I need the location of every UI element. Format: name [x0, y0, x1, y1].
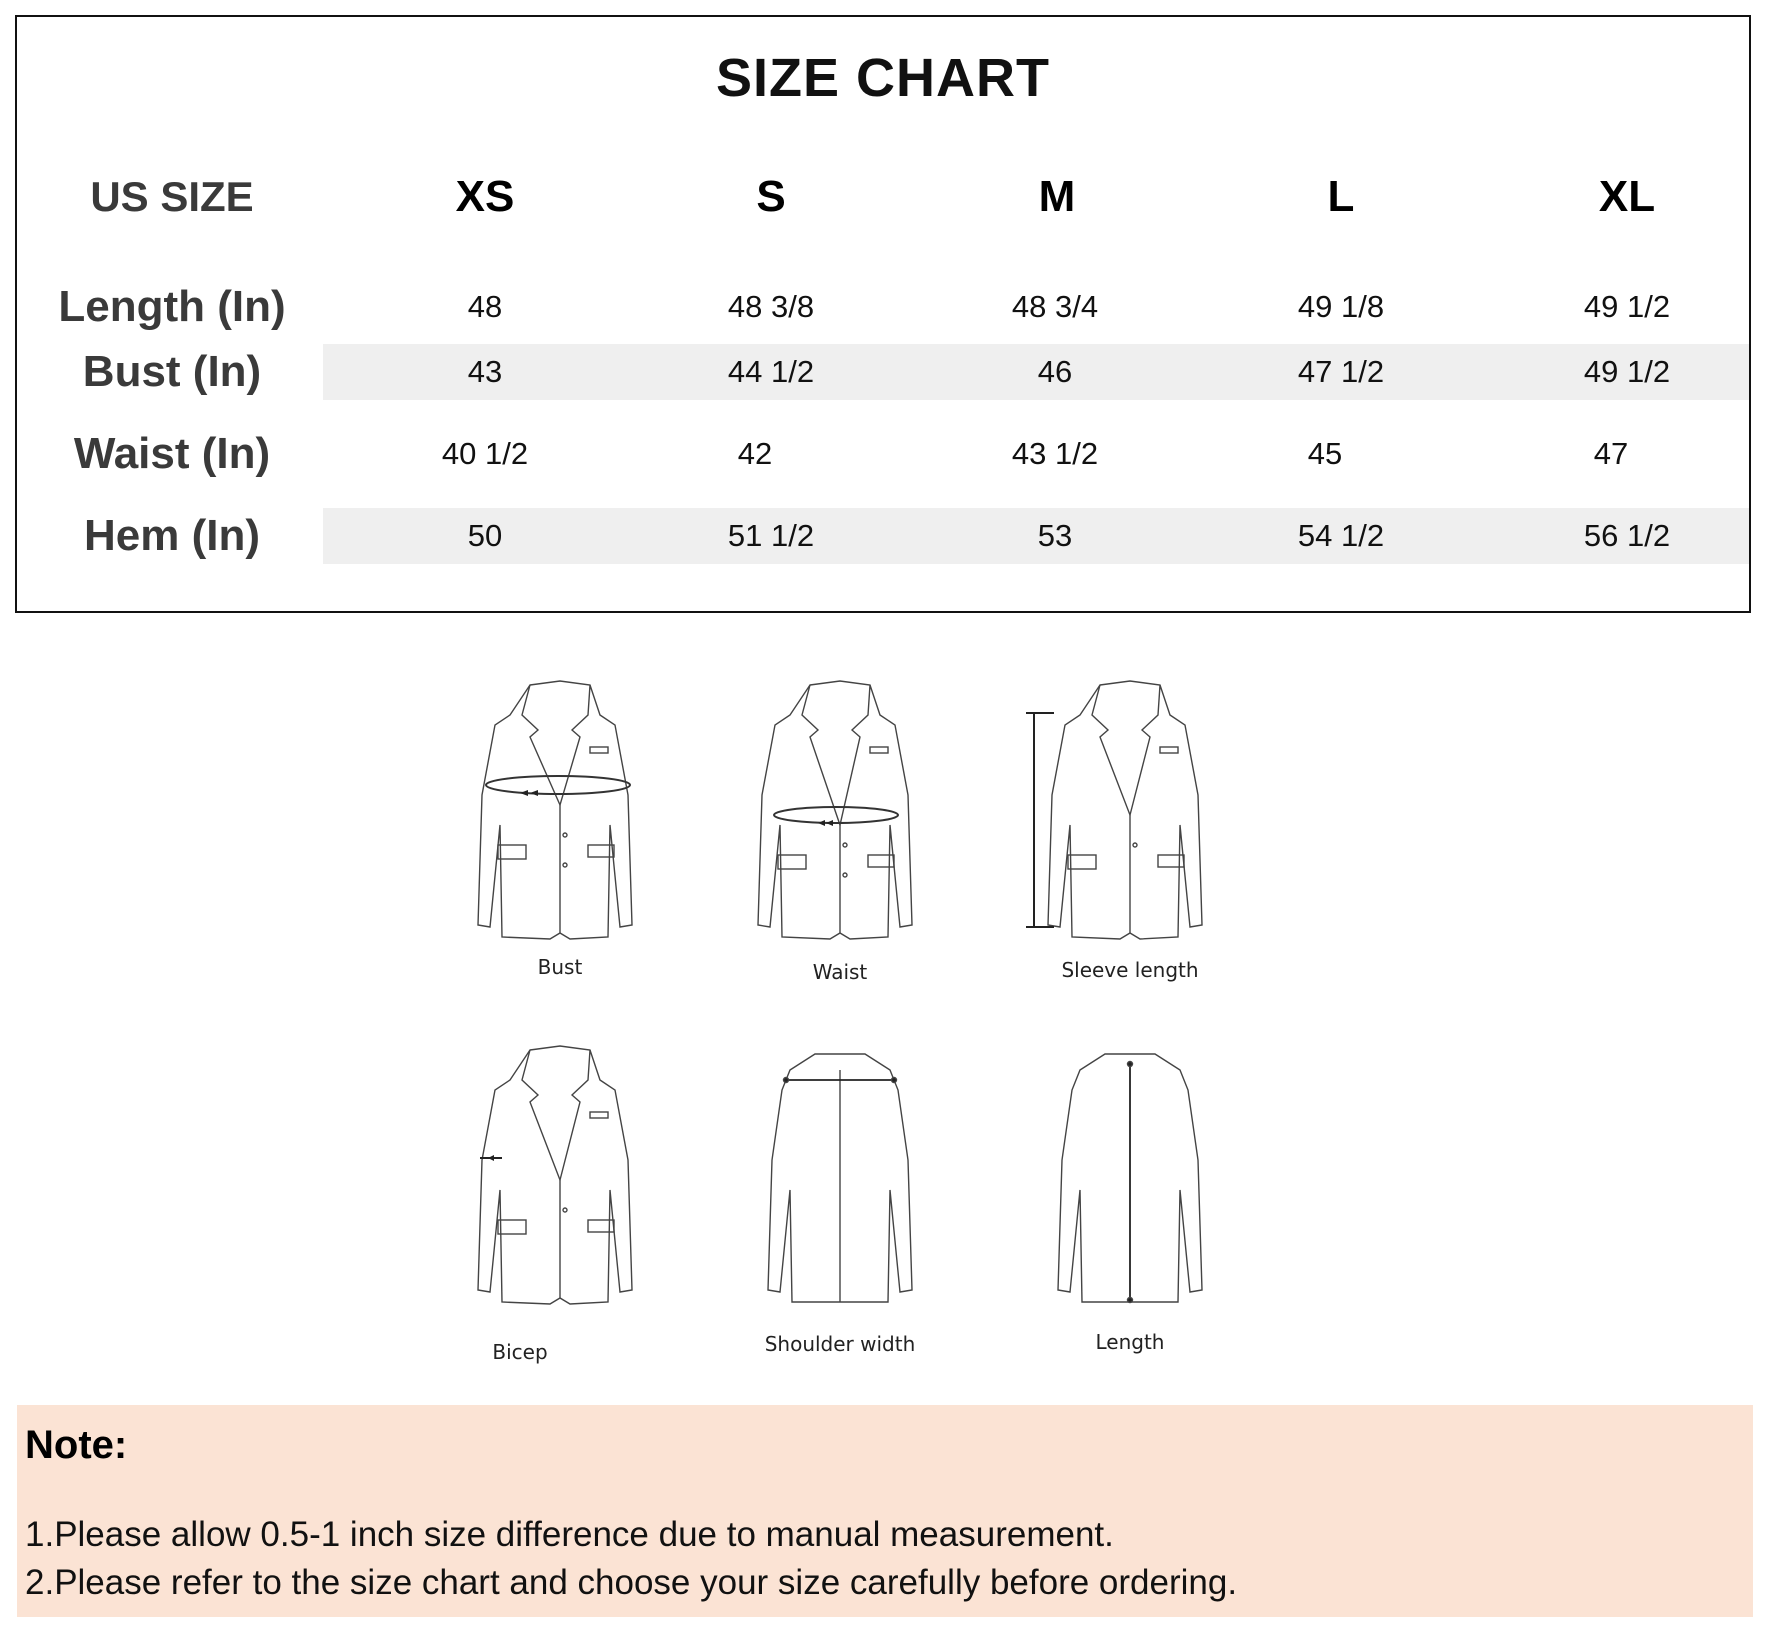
diagram-length — [1020, 1040, 1240, 1354]
table-header-row — [17, 157, 1749, 237]
table-cell: 40 1/2 — [441, 436, 529, 471]
table-cell: 43 1/2 — [1011, 436, 1099, 471]
size-header-l: L — [1327, 172, 1355, 221]
diagram-sleeve-length — [1020, 675, 1240, 982]
diagram-shoulder-width — [730, 1040, 950, 1356]
size-chart — [15, 15, 1751, 613]
jacket-back-illustration — [1020, 1040, 1240, 1340]
row-label: Length (In) — [58, 282, 286, 331]
header-label: US SIZE — [90, 173, 254, 220]
table-cell: 48 3/4 — [1011, 289, 1099, 324]
table-cell: 53 — [1037, 518, 1073, 553]
diagram-caption: Length — [1095, 1330, 1165, 1354]
note-title: Note: — [25, 1423, 128, 1467]
table-cell: 46 — [1037, 354, 1073, 389]
note-box — [17, 1405, 1753, 1617]
table-cell: 56 1/2 — [1583, 518, 1671, 553]
row-label: Hem (In) — [84, 511, 260, 560]
jacket-front-illustration — [450, 675, 670, 975]
diagram-bicep — [450, 1040, 670, 1364]
table-cell: 51 1/2 — [727, 518, 815, 553]
diagram-caption: Waist — [812, 960, 868, 984]
diagram-caption: Bust — [537, 955, 583, 979]
row-label: Bust (In) — [82, 347, 262, 396]
diagram-caption: Bicep — [492, 1340, 548, 1364]
diagram-caption: Sleeve length — [1061, 958, 1199, 982]
table-cell: 50 — [467, 518, 503, 553]
table-cell: 49 1/2 — [1583, 354, 1671, 389]
jacket-back-illustration — [730, 1040, 950, 1340]
table-cell: 48 3/8 — [727, 289, 815, 324]
table-row-hem — [17, 508, 1749, 564]
diagram-waist — [730, 675, 950, 984]
table-cell: 44 1/2 — [727, 354, 815, 389]
note-line-1: 1.Please allow 0.5-1 inch size difference due to manual measurement. — [25, 1515, 1114, 1554]
diagram-caption: Shoulder width — [764, 1332, 916, 1356]
size-header-xs: XS — [455, 172, 515, 221]
table-row-waist — [17, 426, 1749, 482]
size-header-s: S — [756, 172, 786, 221]
table-row-bust — [17, 344, 1749, 400]
table-cell: 48 — [467, 289, 503, 324]
table-cell: 43 — [467, 354, 503, 389]
table-cell: 49 1/8 — [1297, 289, 1385, 324]
size-header-xl: XL — [1598, 172, 1656, 221]
diagram-bust — [450, 675, 670, 979]
jacket-front-illustration — [1020, 675, 1240, 975]
size-header-m: M — [1038, 172, 1076, 221]
jacket-front-illustration — [730, 675, 950, 975]
chart-title: SIZE CHART — [716, 48, 1050, 108]
table-cell: 45 — [1307, 436, 1343, 471]
table-cell: 42 — [737, 436, 773, 471]
measurement-diagrams — [430, 655, 1280, 1375]
table-row-length — [17, 279, 1749, 335]
note-line-2: 2.Please refer to the size chart and choose your size carefully before ordering. — [25, 1563, 1238, 1602]
jacket-front-illustration — [450, 1040, 670, 1340]
table-cell: 49 1/2 — [1583, 289, 1671, 324]
table-cell: 47 1/2 — [1297, 354, 1385, 389]
table-cell: 54 1/2 — [1297, 518, 1385, 553]
size-table — [17, 17, 1749, 611]
table-cell: 47 — [1593, 436, 1629, 471]
row-label: Waist (In) — [73, 429, 271, 478]
